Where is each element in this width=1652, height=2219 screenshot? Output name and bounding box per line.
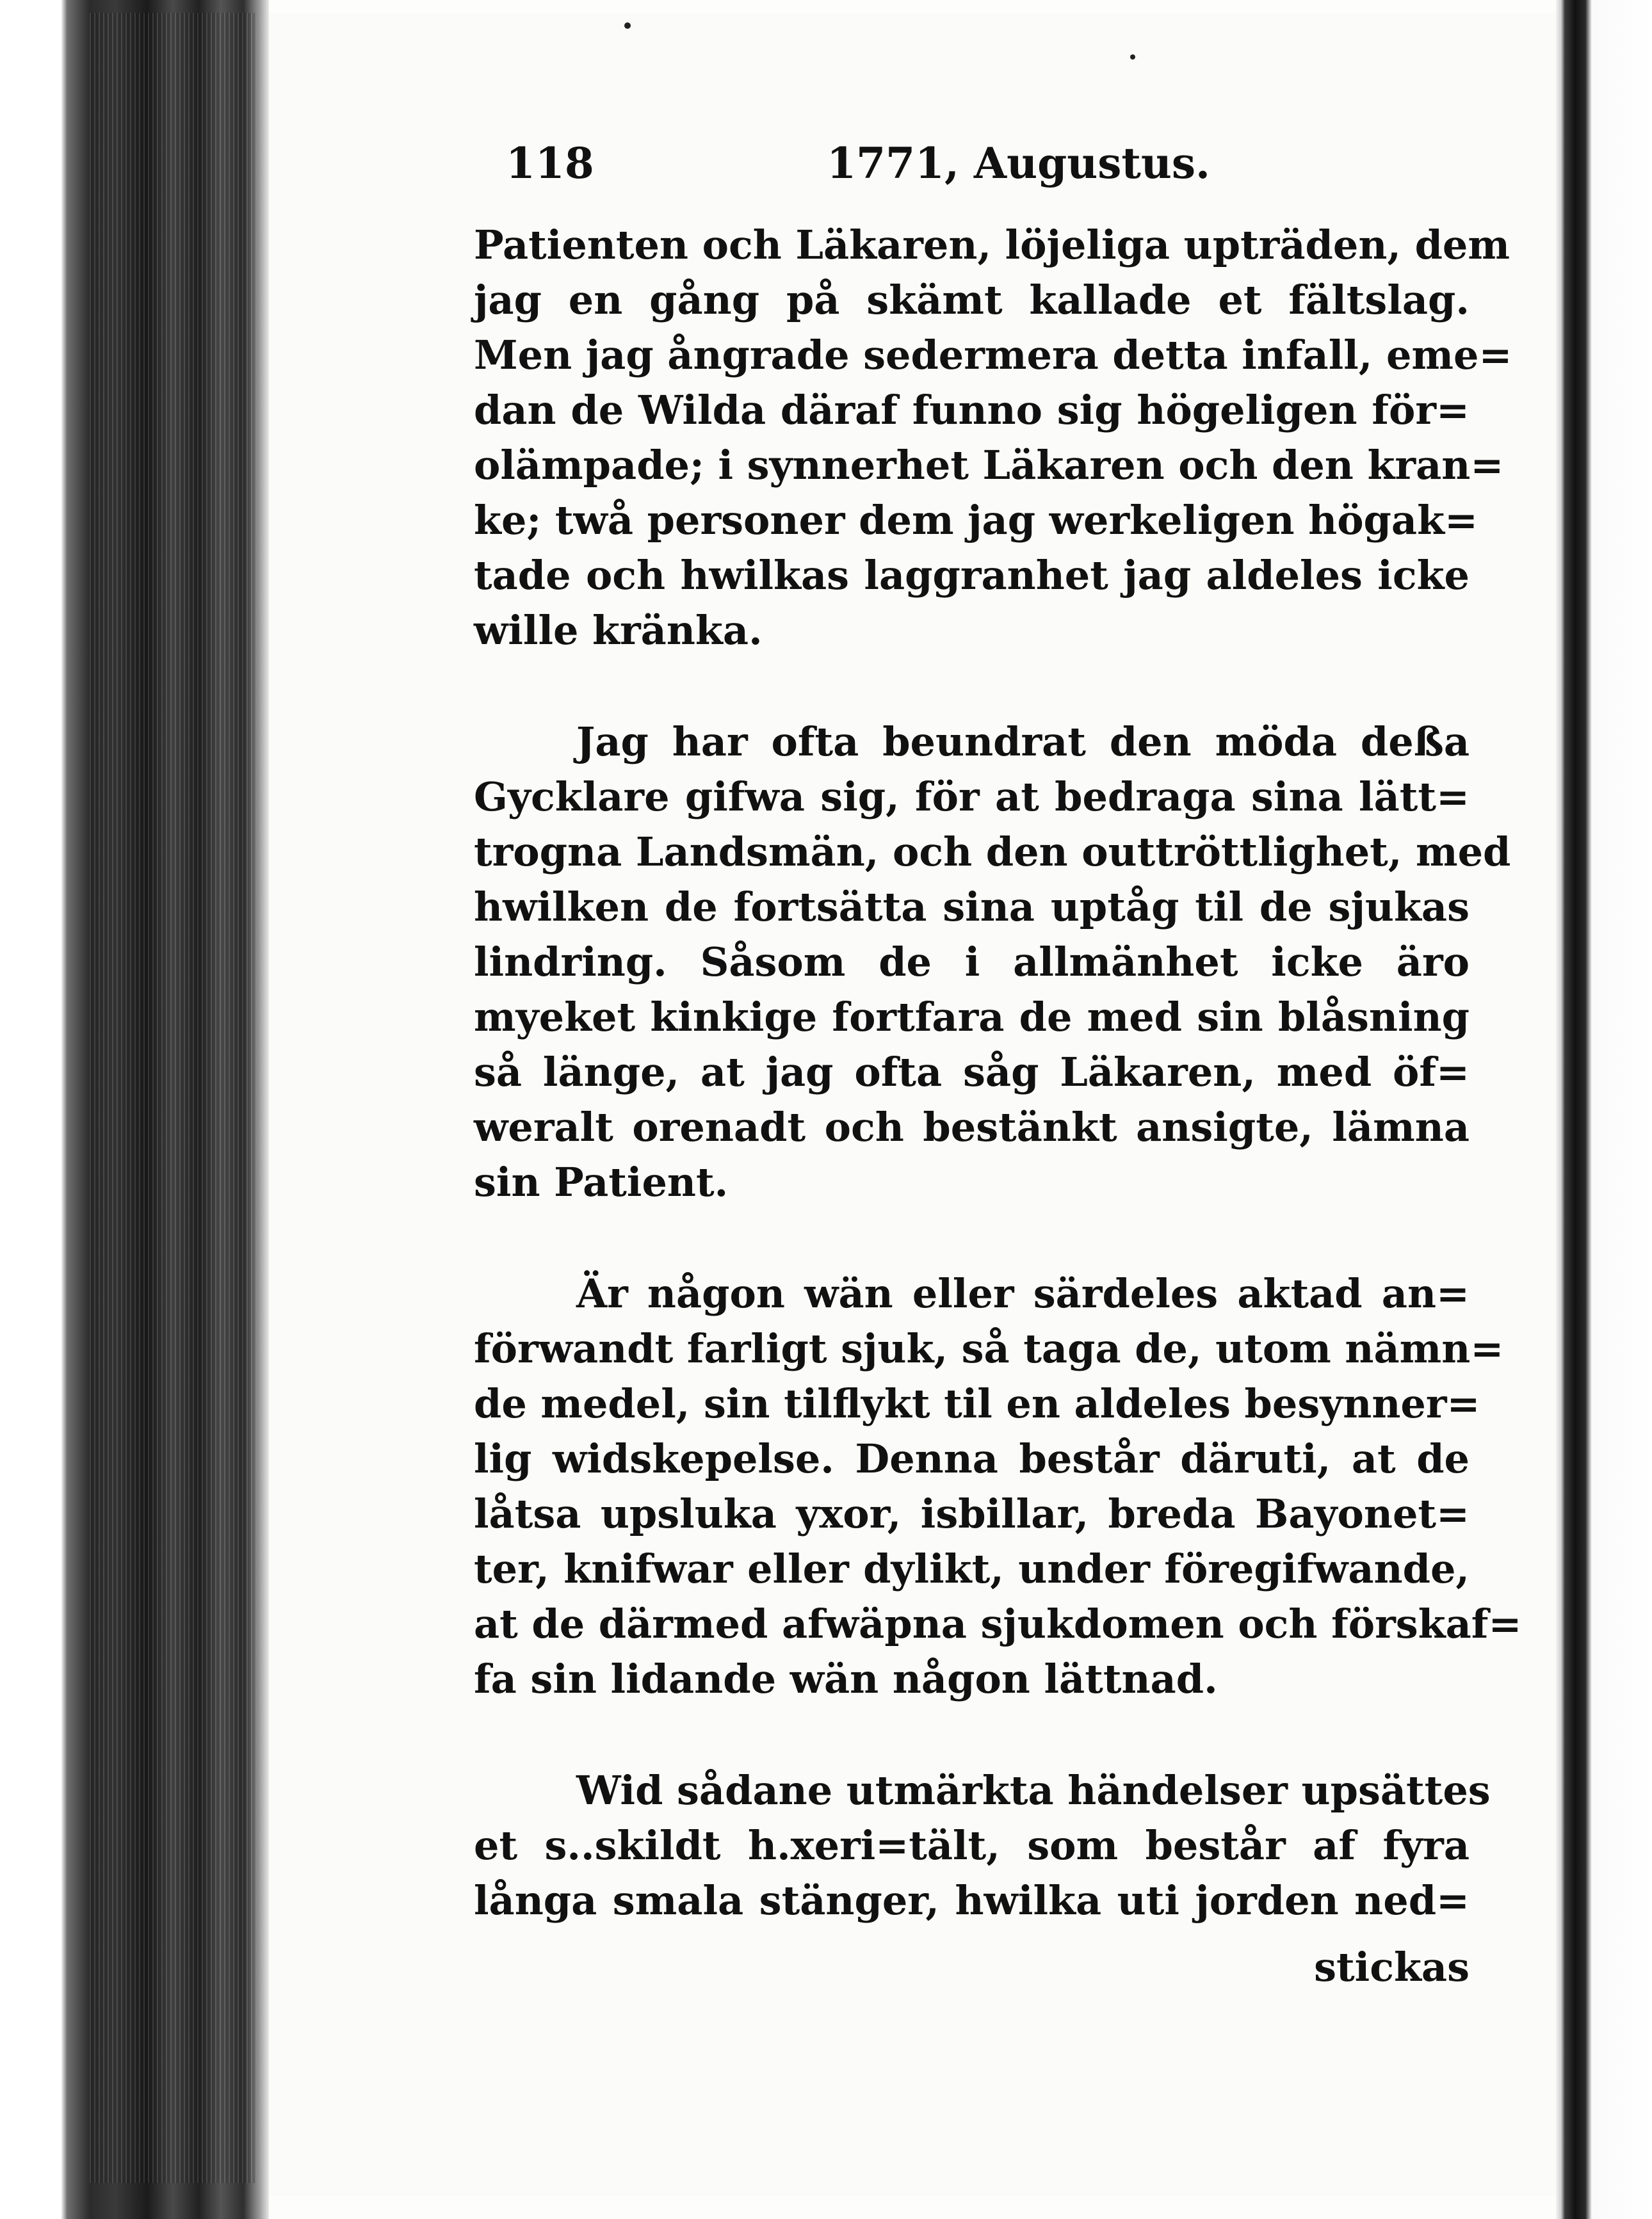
text-line: at de därmed afwäpna sjukdomen och förskaf= xyxy=(474,1601,1522,1647)
text-line: et s..skildt h.xeri=tält, som består af fyra xyxy=(474,1822,1470,1869)
text-line: ter, knifwar eller dylikt, under föregifwande, xyxy=(474,1545,1470,1592)
text-block xyxy=(474,134,1522,1995)
text-line: Gycklare gifwa sig, för at bedraga sina lätt= xyxy=(474,773,1470,820)
text-line: dan de Wilda däraf funno sig högeligen för= xyxy=(474,387,1470,433)
facing-page-edge xyxy=(1556,0,1652,2219)
text-line: olämpade; i synnerhet Läkaren och den kran= xyxy=(474,442,1504,488)
text-line: Wid sådane utmärkta händelser upsättes xyxy=(576,1767,1491,1814)
page-number: 118 xyxy=(506,138,594,188)
text-line: tade och hwilkas laggranhet jag aldeles icke xyxy=(474,552,1470,599)
running-title: 1771, Augustus. xyxy=(827,138,1210,188)
text-line: Jag har ofta beundrat den möda deßa xyxy=(576,718,1470,765)
running-header xyxy=(506,134,1210,192)
text-line: jag en gång på skämt kallade et fältslag. xyxy=(474,277,1470,323)
paragraph-2 xyxy=(474,714,1511,1210)
paragraph-1 xyxy=(474,218,1512,658)
text-line: myeket kinkige fortfara de med sin blåsning xyxy=(474,994,1470,1040)
ink-speck xyxy=(1130,54,1135,60)
text-line: långa smala stänger, hwilka uti jorden ned= xyxy=(474,1877,1470,1924)
text-line: ke; twå personer dem jag werkeligen högak= xyxy=(474,497,1478,544)
paragraph-4 xyxy=(474,1763,1491,1928)
paragraph-3 xyxy=(474,1266,1522,1707)
text-line: Är någon wän eller särdeles aktad an= xyxy=(576,1270,1470,1317)
text-line: hwilken de fortsätta sina uptåg til de sjukas xyxy=(474,884,1470,930)
text-line: sin Patient. xyxy=(474,1159,729,1206)
text-line: lindring. Såsom de i allmänhet icke äro xyxy=(474,939,1470,985)
text-line: trogna Landsmän, och den outtröttlighet, med xyxy=(474,828,1511,875)
text-line: förwandt farligt sjuk, så taga de, utom nämn= xyxy=(474,1325,1504,1372)
text-line: weralt orenadt och bestänkt ansigte, lämna xyxy=(474,1104,1470,1150)
page-edge-texture xyxy=(90,13,256,2183)
text-line: fa sin lidande wän någon lättnad. xyxy=(474,1656,1218,1702)
text-line: de medel, sin tilflykt til en aldeles besynner= xyxy=(474,1380,1480,1427)
ink-speck xyxy=(624,22,631,29)
text-line: så länge, at jag ofta såg Läkaren, med öf= xyxy=(474,1049,1470,1095)
text-line: Patienten och Läkaren, löjeliga upträden, dem xyxy=(474,222,1510,268)
text-line: wille kränka. xyxy=(474,607,763,654)
text-line: Men jag ångrade sedermera detta infall, eme= xyxy=(474,332,1512,378)
catchword: stickas xyxy=(1314,1944,1470,1990)
text-line: lig widskepelse. Denna består däruti, at de xyxy=(474,1435,1470,1482)
text-line: låtsa upsluka yxor, isbillar, breda Bayonet= xyxy=(474,1490,1470,1537)
